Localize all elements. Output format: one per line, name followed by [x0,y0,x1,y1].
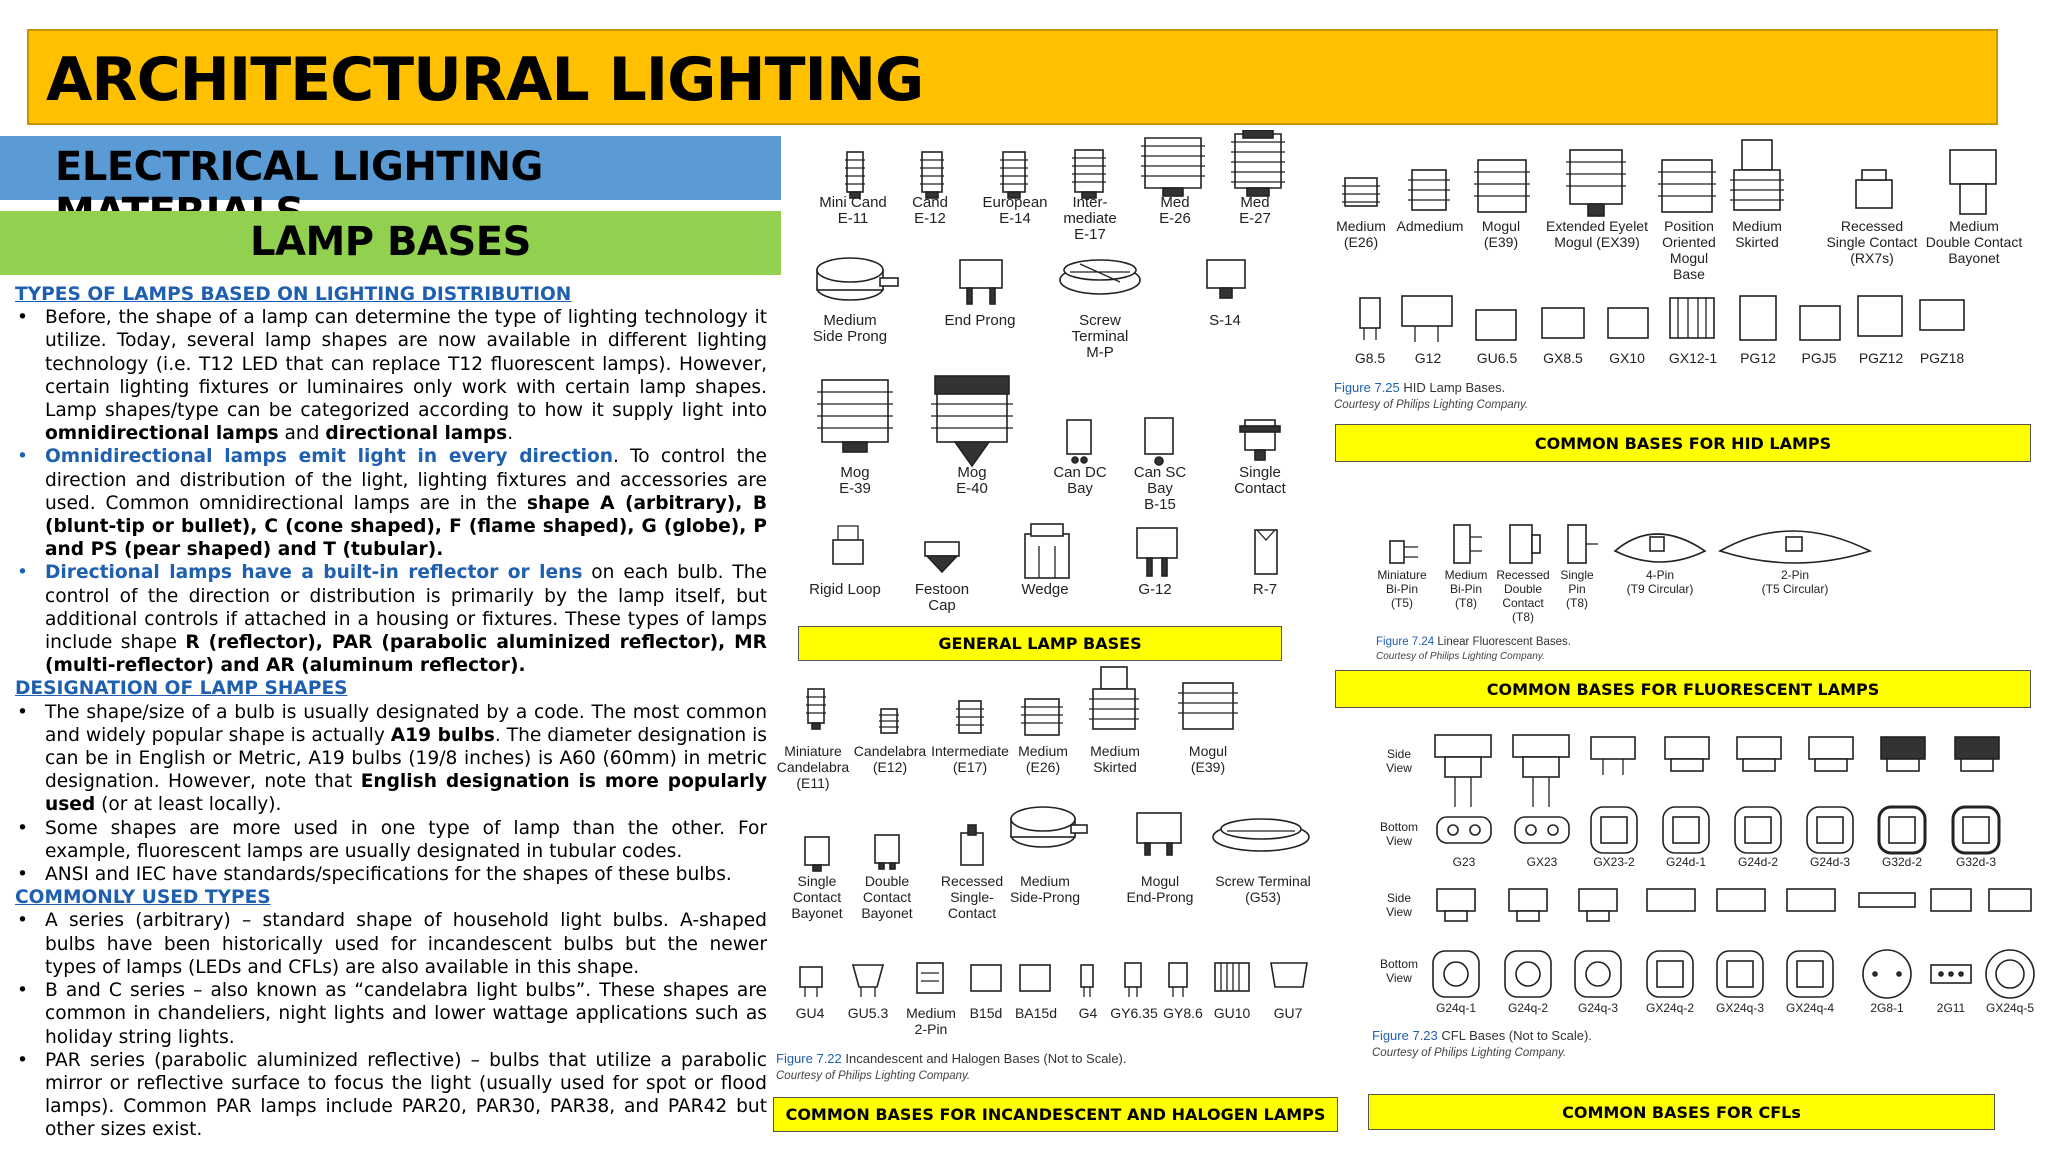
incandescent-courtesy: Courtesy of Philips Lighting Company. [776,1070,971,1082]
screw-terminal-g53-icon [1213,819,1309,851]
lbl-position-oriented: Position Oriented Mogul Base [1662,218,1716,282]
hid-caption: Figure 7.25 HID Lamp Bases. [1334,380,1506,395]
4pin-circular-icon [1615,534,1705,562]
lbl-double-contact-bayonet: Double Contact Bayonet [861,873,913,921]
mog-e39-icon [817,380,893,452]
g32d3-bottom-icon [1953,807,1999,853]
lbl-can-sc-bay: Can SC Bay B-15 [1133,464,1187,513]
lbl-gx24q5: GX24q-5 [1985,1001,2035,1015]
gx24q4-bottom-icon [1787,951,1833,997]
intermediate-e17-icon [956,701,984,733]
cfl-caption: Figure 7.23 CFL Bases (Not to Scale). [1372,1028,1592,1043]
position-oriented-icon [1658,160,1716,212]
g24d2-bottom-icon [1735,807,1781,853]
gy635-icon [1125,963,1141,997]
lbl-g23: G23 [1452,855,1476,869]
g24d3-side-icon [1809,737,1853,771]
cfl-figure [1365,725,2045,1055]
mini-candelabra-icon [806,689,826,729]
g24q3-side-icon [1579,889,1617,921]
lbl-g32d2: G32d-2 [1881,855,1923,869]
lbl-hid-mogul: Mogul (E39) [1481,218,1521,250]
2g81-bottom-icon [1863,950,1911,998]
hid-medium-skirted-icon [1730,140,1784,210]
lbl-rigid-loop: Rigid Loop [809,581,881,598]
g12-hid-icon [1402,296,1452,342]
lbl-single-contact: Single Contact [1234,464,1286,497]
g24d1-side-icon [1665,737,1709,771]
lbl-miniature-bipin: Miniature Bi-Pin (T5) [1377,568,1427,610]
pgj5-icon [1800,306,1840,340]
fluorescent-caption: Figure 7.24 Linear Fluorescent Bases. [1376,636,1571,648]
medium-bipin-icon [1454,525,1482,563]
lbl-screw-terminal: Screw Terminal M-P [1071,312,1129,361]
lbl-pg12: PG12 [1740,350,1776,366]
lbl-pgz12: PGZ12 [1858,350,1904,366]
lbl-side-prong: Medium Side Prong [812,312,888,345]
lbl-gy86: GY8.6 [1163,1005,1203,1021]
lbl-med-e27: Med E-27 [1239,194,1271,227]
lbl-gu7: GU7 [1273,1005,1303,1021]
lbl-gu65: GU6.5 [1476,350,1518,366]
lbl-g24d3: G24d-3 [1809,855,1851,869]
lbl-gx24q4: GX24q-4 [1785,1001,1835,1015]
single-contact-bayonet-icon [805,837,829,871]
gx24q4-side-icon [1787,889,1835,911]
lbl-medium-side-prong: Medium Side-Prong [1009,873,1081,905]
g24d2-side-icon [1737,737,1781,771]
candelabra-icon [879,709,899,733]
gx85-icon [1542,308,1584,338]
lbl-g12-hid: G12 [1414,350,1442,366]
medium-e26-icon [1021,699,1063,735]
bullet-bc-series: • B and C series – also known as “candelabra light bulbs”. These shapes are common in chandeliers, night lights and lower wattage applications such as holiday string lights. [15,979,767,1049]
med-e26-icon [1141,138,1205,196]
hid-figure [1330,130,2030,420]
lbl-end-prong: End Prong [944,312,1016,329]
bullet-omnidirectional: • Omnidirectional lamps emit light in every direction. To control the direction and distribution of the light, lighting fixtures and accessories are used. Common omnidirectional lamps are in the shape A (arbitrary), B (blunt-tip or bullet), C (cone shaped), F (flame shaped), G (globe), P and PS (pear shaped) and T (tubular). [15,445,767,561]
r7-icon [1255,530,1277,574]
end-prong-icon [960,260,1002,304]
lbl-gx10: GX10 [1609,350,1645,366]
g23-bottom-icon [1437,817,1491,843]
b15d-icon [971,965,1001,991]
lbl-bottom-view-2: Bottom View [1379,957,1418,985]
wedge-icon [1025,524,1069,578]
lbl-single-contact-bayonet: Single Contact Bayonet [791,873,843,921]
g32d2-side-icon [1881,737,1925,771]
pg12-icon [1740,296,1776,340]
lbl-gx24q3: GX24q-3 [1715,1001,1765,1015]
lbl-mini-candelabra: Miniature Candelabra (E11) [776,743,850,791]
lbl-pgz18: PGZ18 [1919,350,1965,366]
subtitle: ELECTRICAL LIGHTING [55,144,543,190]
lbl-med-e26: Med E-26 [1159,194,1191,227]
gx23-side-icon [1513,735,1569,807]
fluorescent-courtesy: Courtesy of Philips Lighting Company. [1376,651,1545,662]
lbl-intermediate: Inter- mediate E-17 [1063,194,1117,243]
g32d2-bottom-icon [1879,807,1925,853]
bullet-before: • Before, the shape of a lamp can determine the type of lighting technology it utilize. Today, several lamp shapes are now available in different lighting technology (i.e. T12 LED that can replace T12 fluorescent lamps). However, certain lighting fixtures or luminaires only work with certain lamp shapes. Lamp shapes/type can be categorized according to how it supply light into omnidirectional lamps and directional lamps. [15,306,767,445]
lbl-wedge: Wedge [1021,581,1069,598]
section-title: LAMP BASES [250,219,531,265]
bullet-a-series: • A series (arbitrary) – standard shape of household light bulbs. A-shaped bulbs have been historically used for incandescent bulbs but the newer types of lamps (LEDs and CFLs) are also available in this shape. [15,909,767,979]
lbl-hid-medium-skirted: Medium Skirted [1732,218,1782,250]
lbl-candelabra: Candelabra (E12) [853,743,927,775]
lbl-intermediate-e17: Intermediate (E17) [931,743,1009,775]
medium-2pin-icon [917,963,943,993]
single-contact-icon [1240,420,1280,460]
mini-cand-icon [845,152,865,198]
lbl-recessed-dc: Recessed Double Contact (T8) [1496,568,1550,624]
gx24q3-bottom-icon [1717,951,1763,997]
fluorescent-drawing [1370,505,1910,565]
gu7-icon [1271,963,1307,987]
2g11-side-icon [1931,889,1971,911]
festoon-cap-icon [925,542,959,572]
lbl-s14: S-14 [1209,312,1241,329]
lbl-medium-e26: Medium (E26) [1018,743,1068,775]
gy86-icon [1169,963,1187,997]
lbl-gu4: GU4 [795,1005,825,1021]
hid-medium-icon [1342,178,1380,206]
lbl-european: European E-14 [982,194,1048,227]
lbl-mini-cand: Mini Cand E-11 [819,194,887,227]
hid-lamps-label: COMMON BASES FOR HID LAMPS [1335,424,2031,462]
lbl-dc-bayonet: Medium Double Contact Bayonet [1925,218,2023,266]
2pin-circular-icon [1720,531,1870,563]
cfl-drawing [1365,725,2045,1025]
bullet-directional: • Directional lamps have a built-in reflector or lens on each bulb. The control of the direction or distribution is primarily by the lamp itself, but additional controls if attached in a housing or fixtures. These types of lamps include shape R (reflector), PAR (parabolic aluminized reflector), MR (multi-reflector) and AR (aluminum reflector). [15,561,767,677]
pgz12-icon [1858,296,1902,336]
g24q2-bottom-icon [1505,951,1551,997]
lbl-g4: G4 [1078,1005,1098,1021]
mogul-e39-icon [1178,683,1238,729]
medium-side-prong-icon [1011,807,1087,847]
bullet-a19: • The shape/size of a bulb is usually designated by a code. The most common and widely popular shape is actually A19 bulbs. The diameter designation is can be in English or Metric, A19 bulbs (19/8 inches) is A60 (60mm) in metric designation. However, note that English designation is more popularly used (or at least locally). [15,701,767,817]
bullet-shapes-usage: • Some shapes are more used in one type of lamp than the other. For example, fluorescent lamps are usually designated in tubular codes. [15,817,767,863]
lbl-b15d: B15d [969,1005,1003,1021]
gx23-bottom-icon [1515,817,1569,843]
mog-e40-icon [931,376,1013,466]
lbl-gu10: GU10 [1213,1005,1251,1021]
can-sc-bay-icon [1145,418,1173,465]
lbl-medium-2pin: Medium 2-Pin [906,1005,956,1037]
bullet-par-series: • PAR series (parabolic aluminized reflective) – bulbs that utilize a parabolic mirror or reflective surface to focus the light (usually used for spot or flood lamps). Common PAR lamps include PAR20, PAR30, PAR38, and PAR42 but other sizes exist. [15,1049,767,1142]
lbl-g24d1: G24d-1 [1665,855,1707,869]
admedium-icon [1408,170,1450,210]
single-pin-icon [1568,525,1598,563]
pgz18-icon [1920,300,1964,330]
lbl-gx24q2: GX24q-2 [1645,1001,1695,1015]
rx7s-icon [1856,170,1892,208]
lbl-rx7s: Recessed Single Contact (RX7s) [1826,218,1918,266]
medium-skirted-icon [1089,667,1139,729]
lbl-cand: Cand E-12 [912,194,948,227]
g4-icon [1081,965,1093,997]
double-contact-bayonet-icon [1950,150,1996,214]
text-column [15,283,767,1142]
heading-distribution: TYPES OF LAMPS BASED ON LIGHTING DISTRIBUTION [15,284,572,305]
heading-common-types: COMMONLY USED TYPES [15,887,271,909]
lbl-2g81: 2G8-1 [1870,1001,1904,1015]
lbl-can-dc-bay: Can DC Bay [1053,464,1107,497]
g24q1-side-icon [1437,889,1475,921]
lbl-g24q1: G24q-1 [1435,1001,1477,1015]
lbl-g12: G-12 [1138,581,1172,598]
g24d3-bottom-icon [1807,807,1853,853]
lbl-gx121: GX12-1 [1668,350,1718,366]
lbl-medium-skirted: Medium Skirted [1090,743,1140,775]
lbl-recessed-single-contact: Recessed Single- Contact [940,873,1004,921]
gx24q2-side-icon [1647,889,1695,911]
lbl-gx232: GX23-2 [1593,855,1635,869]
subtitle-banner [0,136,781,200]
lbl-mogul-end-prong: Mogul End-Prong [1126,873,1194,905]
gx121-icon [1670,298,1714,338]
lbl-medium-bipin: Medium Bi-Pin (T8) [1444,568,1488,610]
g85-icon [1360,298,1380,340]
g24q1-bottom-icon [1433,951,1479,997]
rigid-loop-icon [833,526,863,564]
lbl-2pin-circular: 2-Pin (T5 Circular) [1761,568,1829,596]
page-title: ARCHITECTURAL LIGHTING [46,45,924,115]
lbl-single-pin: Single Pin (T8) [1560,568,1594,610]
lbl-g24d2: G24d-2 [1737,855,1779,869]
hid-mogul-icon [1474,160,1530,212]
2g81-side-icon [1859,893,1915,907]
cand-icon [920,152,944,198]
lbl-g24q3: G24q-3 [1577,1001,1619,1015]
lbl-r7: R-7 [1252,581,1278,598]
lbl-screw-terminal-g53: Screw Terminal (G53) [1215,873,1311,905]
extended-eyelet-icon [1566,150,1626,216]
lbl-4pin-circular: 4-Pin (T9 Circular) [1626,568,1694,596]
lbl-g24q2: G24q-2 [1507,1001,1549,1015]
recessed-single-contact-icon [961,825,983,865]
2g11-bottom-icon [1931,965,1971,983]
gu53-icon [853,965,883,997]
mogul-end-prong-icon [1137,813,1181,855]
intermediate-icon [1072,150,1106,198]
lbl-admedium: Admedium [1396,218,1464,234]
g32d3-side-icon [1955,737,1999,771]
g24d1-bottom-icon [1663,807,1709,853]
lbl-gx23: GX23 [1526,855,1558,869]
screw-terminal-mp-icon [1060,260,1140,294]
gu4-icon [800,967,822,997]
lbl-g32d3: G32d-3 [1955,855,1997,869]
incandescent-halogen-label: COMMON BASES FOR INCANDESCENT AND HALOGEN LAMPS [773,1097,1338,1132]
gu10-icon [1215,963,1249,991]
gx232-side-icon [1591,737,1635,775]
lbl-2g11: 2G11 [1936,1001,1966,1015]
gx232-bottom-icon [1591,807,1637,853]
g24q3-bottom-icon [1575,951,1621,997]
g24q2-side-icon [1509,889,1547,921]
g23-side-icon [1435,735,1491,807]
g12-icon [1137,528,1177,576]
can-dc-bay-icon [1067,420,1091,463]
general-bases-figure [795,130,1325,630]
fluorescent-lamps-label: COMMON BASES FOR FLUORESCENT LAMPS [1335,670,2031,708]
incandescent-caption: Figure 7.22 Incandescent and Halogen Bases (Not to Scale). [776,1051,1127,1066]
double-contact-bayonet-icon [875,835,899,869]
lbl-mog-e39: Mog E-39 [839,464,871,497]
lbl-ba15d: BA15d [1014,1005,1058,1021]
lbl-extended-eyelet: Extended Eyelet Mogul (EX39) [1546,218,1648,250]
lbl-bottom-view-1: Bottom View [1379,820,1418,848]
med-e27-icon [1231,130,1285,196]
gx24q5-bottom-icon [1986,950,2034,998]
recessed-double-contact-icon [1510,525,1540,563]
cfl-label: COMMON BASES FOR CFLs [1368,1094,1995,1130]
lbl-gu53: GU5.3 [847,1005,889,1021]
lbl-gy635: GY6.35 [1110,1005,1158,1021]
s14-icon [1207,260,1245,298]
side-prong-icon [817,258,898,300]
gx10-icon [1608,308,1648,338]
lbl-side-view-1: Side View [1386,747,1412,775]
lbl-gx85: GX8.5 [1543,350,1583,366]
lbl-side-view-2: Side View [1386,891,1412,919]
lbl-pgj5: PGJ5 [1801,350,1837,366]
miniature-bipin-icon [1390,541,1418,563]
hid-courtesy: Courtesy of Philips Lighting Company. [1334,399,1529,411]
lbl-mog-e40: Mog E-40 [956,464,988,497]
lbl-mogul-e39: Mogul (E39) [1188,743,1228,775]
section-banner [0,211,781,275]
title-banner [27,29,1998,125]
general-lamp-bases-label: GENERAL LAMP BASES [798,626,1282,661]
bullet-ansi-iec: • ANSI and IEC have standards/specifications for the shapes of these bulbs. [15,863,767,886]
lbl-hid-medium: Medium (E26) [1336,218,1386,250]
cfl-courtesy: Courtesy of Philips Lighting Company. [1372,1047,1567,1059]
lbl-festoon: Festoon Cap [914,581,970,614]
gx24q2-bottom-icon [1647,951,1693,997]
ba15d-icon [1020,965,1050,991]
lbl-g85: G8.5 [1354,350,1386,366]
gx24q5-side-icon [1989,889,2031,911]
heading-designation: DESIGNATION OF LAMP SHAPES [15,678,348,700]
incandescent-figure [775,665,1335,1085]
gx24q3-side-icon [1717,889,1765,911]
gu65-icon [1476,310,1516,340]
european-icon [1000,152,1028,198]
